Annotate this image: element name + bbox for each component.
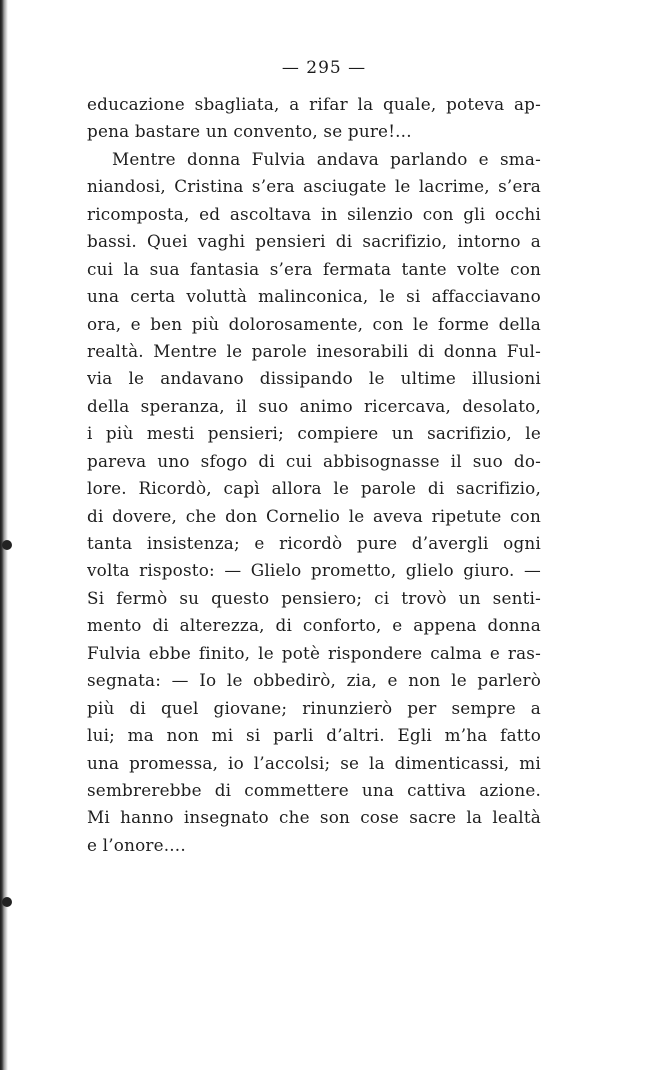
text-line: sembrerebbe di commettere una cattiva azione. xyxy=(87,779,541,800)
text-line: Mentre donna Fulvia andava parlando e sma- xyxy=(112,148,541,169)
text-line: Fulvia ebbe finito, le potè rispondere calma e ras- xyxy=(87,642,541,663)
binding-mark xyxy=(2,540,12,550)
text-line: realtà. Mentre le parole inesorabili di donna Ful- xyxy=(87,340,541,361)
text-line: ora, e ben più dolorosamente, con le forme della xyxy=(87,313,541,334)
binding-mark xyxy=(2,897,12,907)
text-line: educazione sbagliata, a rifar la quale, poteva ap- xyxy=(87,94,541,114)
text-line: più di quel giovane; rinunzierò per sempre a xyxy=(87,697,541,718)
text-line: segnata: — Io le obbedirò, zia, e non le parlerò xyxy=(87,670,541,691)
text-line: della speranza, il suo animo ricercava, desolato, xyxy=(87,395,541,416)
text-line: via le andavano dissipando le ultime illusioni xyxy=(87,368,541,389)
text-line: pareva uno sfogo di cui abbisognasse il suo do- xyxy=(87,450,541,471)
text-line: mento di alterezza, di conforto, e appena donna xyxy=(87,615,541,636)
text-line: e l’onore.... xyxy=(87,834,186,855)
text-line: Mi hanno insegnato che son cose sacre la lealtà xyxy=(87,807,541,828)
text-line: di dovere, che don Cornelio le aveva ripetute con xyxy=(87,505,541,526)
text-line: una promessa, io l’accolsi; se la dimenticassi, mi xyxy=(87,752,541,773)
text-line: i più mesti pensieri; compiere un sacrifizio, le xyxy=(87,423,541,444)
text-line: una certa voluttà malinconica, le si affacciavano xyxy=(87,286,541,307)
text-line: lui; ma non mi si parli d’altri. Egli m’ha fatto xyxy=(87,725,541,746)
text-line: Si fermò su questo pensiero; ci trovò un senti- xyxy=(87,587,541,608)
text-line: volta risposto: — Glielo prometto, glielo giuro. — xyxy=(87,560,541,581)
text-line: cui la sua fantasia s’era fermata tante volte con xyxy=(87,258,541,279)
text-line: tanta insistenza; e ricordò pure d’avergli ogni xyxy=(87,533,541,553)
text-line: niandosi, Cristina s’era asciugate le lacrime, s’era xyxy=(87,176,541,197)
text-line: lore. Ricordò, capì allora le parole di sacrifizio, xyxy=(87,478,541,499)
text-line: ricomposta, ed ascoltava in silenzio con gli occhi xyxy=(87,203,541,224)
text-line: pena bastare un convento, se pure!... xyxy=(87,121,412,142)
binding-edge xyxy=(0,0,8,1070)
body-text xyxy=(87,91,541,859)
text-line: bassi. Quei vaghi pensieri di sacrifizio, intorno a xyxy=(87,231,541,252)
page-number: — 295 — xyxy=(281,58,367,78)
